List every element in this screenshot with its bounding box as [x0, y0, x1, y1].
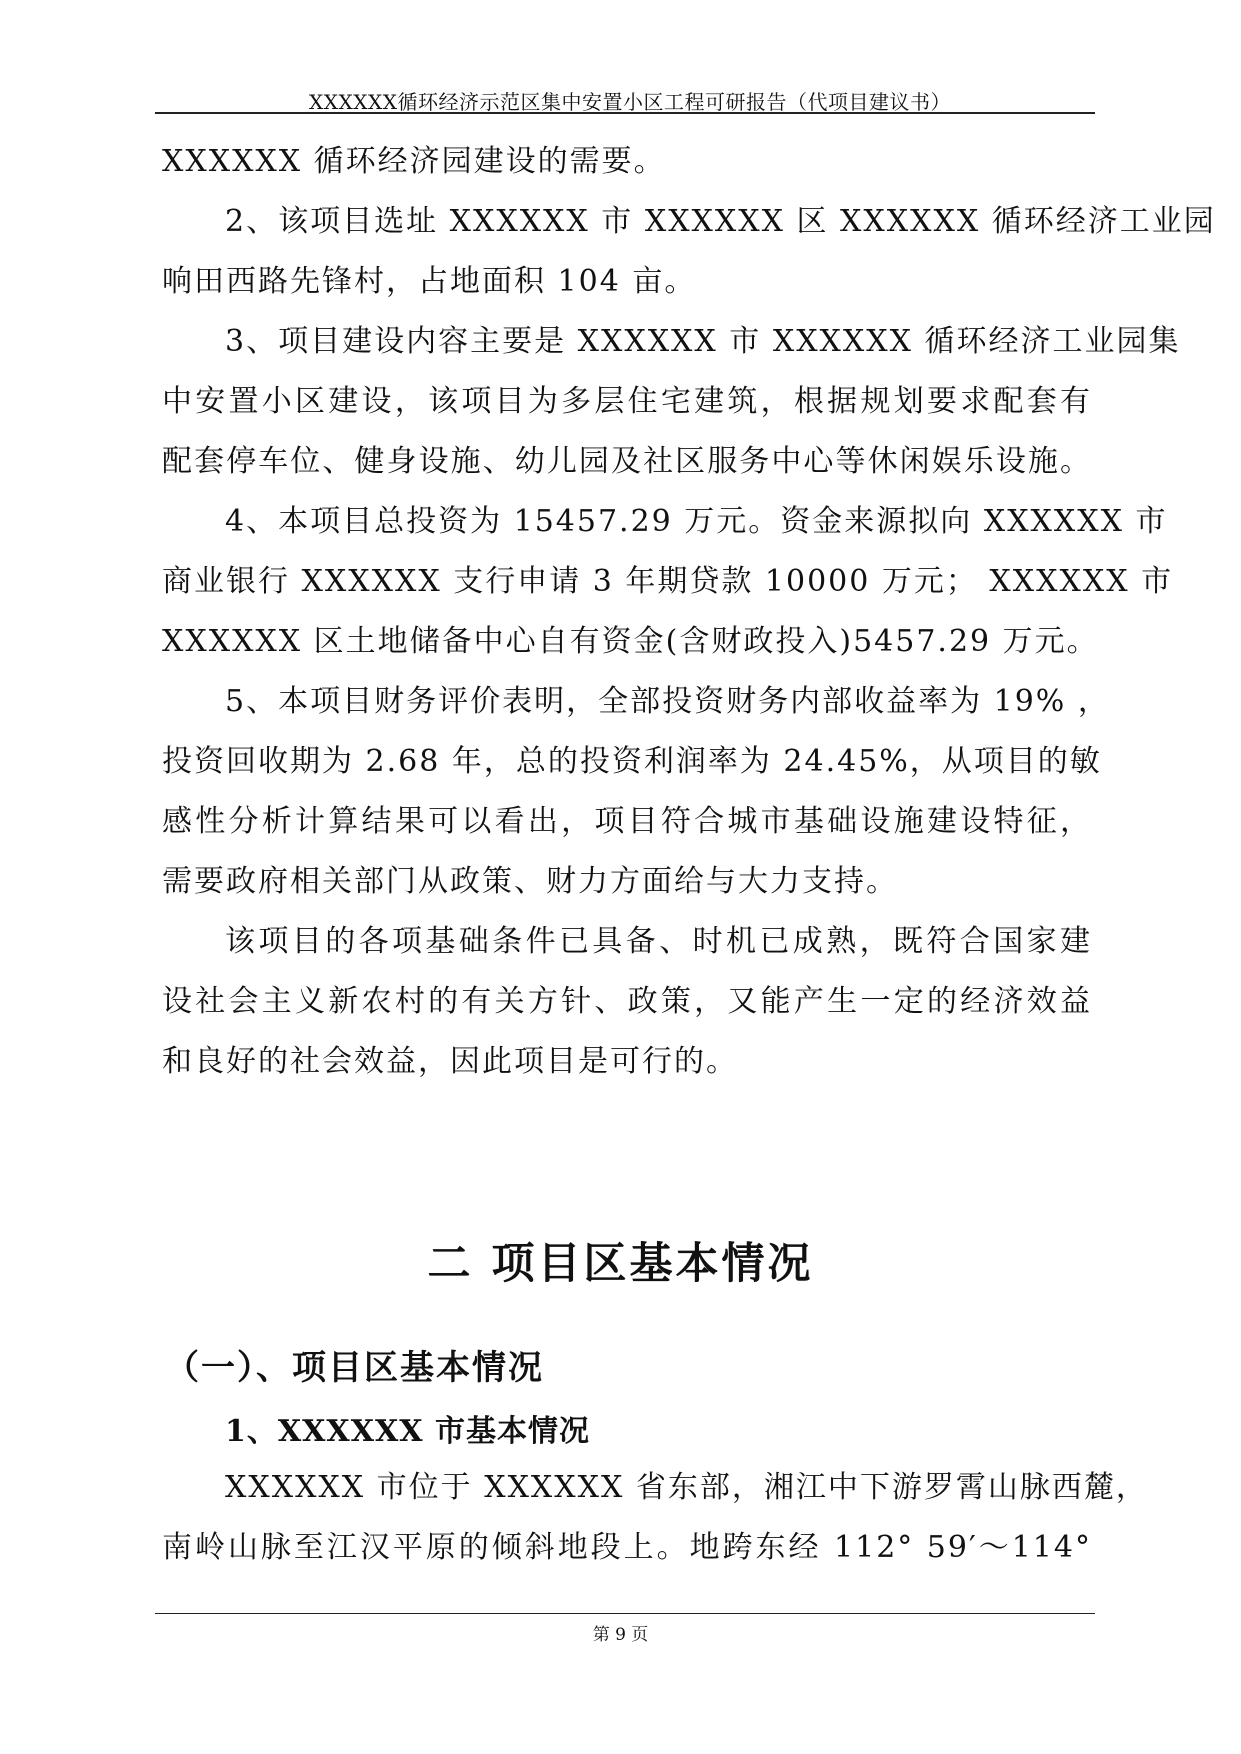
- paragraph-line: 设社会主义新农村的有关方针、政策，又能产生一定的经济效益: [162, 984, 1092, 1019]
- paragraph-line: 该项目的各项基础条件已具备、时机已成熟，既符合国家建: [225, 924, 1092, 959]
- paragraph-line: 需要政府相关部门从政策、财力方面给与大力支持。: [162, 864, 898, 899]
- paragraph-line: 4、本项目总投资为 15457.29 万元。资金来源拟向 XXXXXX 市: [225, 504, 1168, 539]
- subsection-heading: 1、XXXXXX 市基本情况: [225, 1414, 590, 1449]
- paragraph-line: 5、本项目财务评价表明，全部投资财务内部收益率为 19% ，: [225, 684, 1110, 719]
- paragraph-line: 3、项目建设内容主要是 XXXXXX 市 XXXXXX 循环经济工业园集: [225, 324, 1181, 359]
- paragraph-line: 南岭山脉至江汉平原的倾斜地段上。地跨东经 112° 59′～114°: [162, 1530, 1092, 1565]
- paragraph-line: XXXXXX 市位于 XXXXXX 省东部，湘江中下游罗霄山脉西麓，: [225, 1470, 1148, 1505]
- paragraph-line: 中安置小区建设，该项目为多层住宅建筑，根据规划要求配套有: [162, 384, 1092, 419]
- paragraph-line: 投资回收期为 2.68 年，总的投资利润率为 24.45%，从项目的敏: [162, 744, 1102, 779]
- paragraph-line: 2、该项目选址 XXXXXX 市 XXXXXX 区 XXXXXX 循环经济工业园: [225, 204, 1216, 239]
- running-header: XXXXXX循环经济示范区集中安置小区工程可研报告（代项目建议书）: [309, 90, 951, 114]
- paragraph-line: 响田西路先锋村，占地面积 104 亩。: [162, 264, 697, 299]
- section-heading: （一）、项目区基本情况: [165, 1348, 544, 1388]
- footer-divider: [155, 1613, 1095, 1614]
- paragraph-line: XXXXXX 区土地储备中心自有资金(含财政投入)5457.29 万元。: [162, 624, 1099, 659]
- chapter-heading: 二 项目区基本情况: [427, 1239, 814, 1289]
- page-number: 第 9 页: [592, 1625, 649, 1645]
- paragraph-line: 配套停车位、健身设施、幼儿园及社区服务中心等休闲娱乐设施。: [162, 444, 1092, 479]
- header-divider: [155, 112, 1095, 114]
- paragraph-line: 感性分析计算结果可以看出，项目符合城市基础设施建设特征，: [162, 804, 1092, 839]
- paragraph-line: 商业银行 XXXXXX 支行申请 3 年期贷款 10000 万元； XXXXXX 市: [162, 564, 1174, 599]
- paragraph-line: 和良好的社会效益，因此项目是可行的。: [162, 1044, 738, 1079]
- paragraph-line: XXXXXX 循环经济园建设的需要。: [162, 144, 666, 179]
